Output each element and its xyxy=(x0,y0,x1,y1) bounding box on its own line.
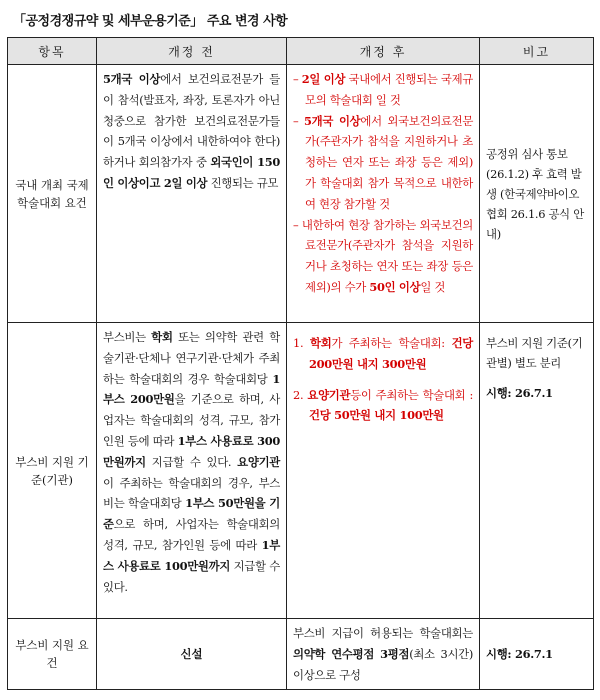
row-before: 신설 xyxy=(97,619,287,690)
text: 으로 하며, 사업자는 학술대회의 성격, 규모, 참가인원 등에 따라 xyxy=(103,517,280,552)
row-before xyxy=(97,65,287,323)
text: 이 주최하는 학술대회의 경우, 부스비는 학술대회당 xyxy=(103,475,280,511)
text-bold: 의약학 연수평점 3평점 xyxy=(293,646,410,661)
effective-date: 시행: 26.7.1 xyxy=(480,619,594,690)
text-bold: 5개국 이상 xyxy=(304,113,361,128)
text-bold: 1부스 사용료로 300만원까지 xyxy=(103,433,280,469)
text: – xyxy=(293,113,304,128)
row-after xyxy=(287,323,480,619)
header-row xyxy=(8,38,594,65)
row-before xyxy=(97,323,287,619)
row-item: 부스비 지원 기준(기관) xyxy=(8,323,97,619)
header-before: 개정 전 xyxy=(97,38,287,65)
text-bold: 요양기관 xyxy=(307,387,351,402)
table-row xyxy=(8,323,594,619)
text-bold: 5개국 이상 xyxy=(103,72,161,86)
text-bold: 요양기관 xyxy=(237,454,280,469)
text-bold: 1부스 200만원 xyxy=(103,371,280,407)
after-item-3 xyxy=(293,215,473,298)
text: 지급할 수 있다. xyxy=(103,558,280,594)
text-bold: 건당 200만원 내지 300만원 xyxy=(309,336,473,371)
text: 을 기준으로 하며, 사업자는 학술대회의 성격, 규모, 참가인원 등에 따라 xyxy=(103,392,280,448)
text-bold: 건당 50만원 내지 100만원 xyxy=(309,408,444,423)
text-bold: 외국인이 150인 이상이고 2일 이상 xyxy=(103,155,281,190)
text: 지급할 수 있다. xyxy=(145,454,238,469)
list-number: 2. xyxy=(293,387,308,402)
text: 부스비 지급이 허용되는 학술대회는 xyxy=(293,626,473,640)
text: 등이 주최하는 학술대회 : xyxy=(350,387,473,402)
page-title: 「공정경쟁규약 및 세부운용기준」 주요 변경 사항 xyxy=(13,14,288,29)
text: 에서 보건의료전문가 들이 참석(발표자, 좌장, 토론자가 아닌 청중으로 참가한 보건의료전문가들이 5개국 이상에서 내한하여야 한다)하거나 회의참가자 중 xyxy=(103,72,280,170)
text: 국내에서 진행되는 국제규모의 학술대회 일 것 xyxy=(305,72,474,107)
effective-date: 시행: 26.7.1 xyxy=(486,386,553,400)
text: 일 것 xyxy=(420,279,446,294)
text: 진행되는 규모 xyxy=(207,175,279,190)
changes-table xyxy=(7,37,594,690)
header-note: 비고 xyxy=(480,38,594,65)
list-number: 1. xyxy=(293,336,311,350)
row-after xyxy=(287,619,480,690)
text-bold: 학회 xyxy=(151,330,173,344)
text: – 내한하여 현장 참가하는 외국보건의료전문가(주관자가 참석을 지원하거나 초청하는 연자 또는 좌장 등은 제외)의 수가 xyxy=(293,217,473,294)
text-bold: 2일 이상 xyxy=(301,72,346,86)
text: 가 주최하는 학술대회: xyxy=(331,336,452,350)
text-bold: 1부스 50만원을 기준 xyxy=(103,496,280,532)
text-bold: 1부스 사용료로 100만원까지 xyxy=(103,537,280,573)
text: (최소 3시간)이상으로 구성 xyxy=(293,646,473,682)
text: – xyxy=(293,72,302,86)
text-bold: 학회 xyxy=(310,336,332,350)
after-item-2 xyxy=(293,111,473,215)
text-bold: 50인 이상 xyxy=(369,279,421,294)
after-item-1 xyxy=(293,69,473,111)
row-after xyxy=(287,65,480,323)
header-after: 개정 후 xyxy=(287,38,480,65)
table-row xyxy=(8,65,594,323)
text: 부스비는 xyxy=(103,330,152,344)
header-item: 항목 xyxy=(8,38,97,65)
table-row xyxy=(8,619,594,690)
note-text: 부스비 지원 기준(기관별) 별도 분리 xyxy=(486,336,583,370)
row-item: 부스비 지원 요건 xyxy=(8,619,97,690)
after-item-2 xyxy=(293,385,473,427)
row-item: 국내 개최 국제학술대회 요건 xyxy=(8,65,97,323)
row-note xyxy=(480,323,594,619)
after-item-1 xyxy=(293,333,473,375)
text: 에서 외국보건의료전문가(주관자가 참석을 지원하거나 초청하는 연자 또는 좌장 등은 제외)가 학술대회 참가 목적으로 내한하여 현장 참가할 것 xyxy=(305,113,474,211)
row-note: 공정위 심사 통보(26.1.2) 후 효력 발생 (한국제약바이오협회 26.1.6 공식 안내) xyxy=(480,65,594,323)
text: 또는 의약학 관련 학술기관·단체나 연구기관·단체가 주최하는 학술대회의 경우 학술대회당 xyxy=(103,330,280,386)
